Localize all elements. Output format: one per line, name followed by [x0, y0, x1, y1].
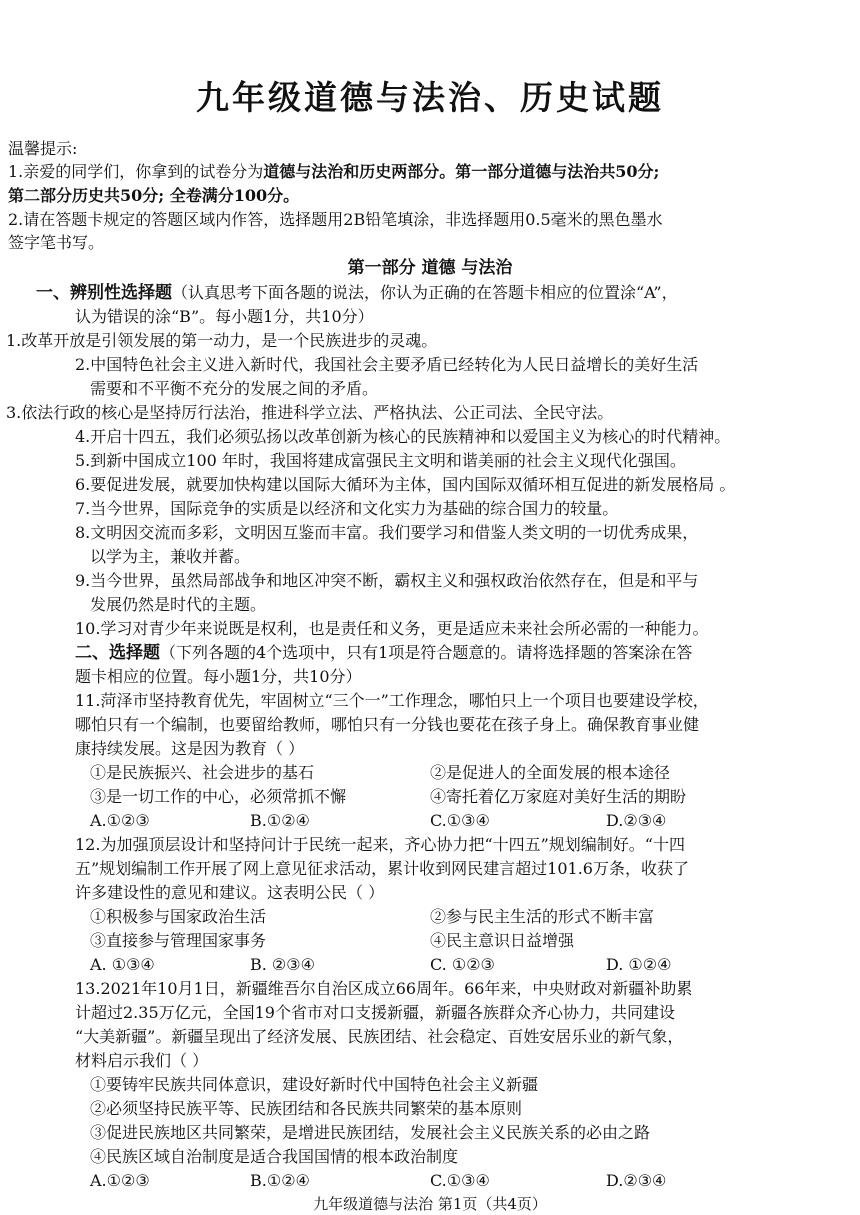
q13-option-d: D.②③④	[606, 1171, 667, 1190]
q13-option-c: C.①③④	[430, 1171, 490, 1190]
q11-statement-2: ②是促进人的全面发展的根本途径	[430, 763, 671, 782]
page-footer: 九年级道德与法治 第1页（共4页）	[313, 1195, 547, 1213]
section1-heading: 一、辨别性选择题（认真思考下面各题的说法，你认为正确的在答题卡相应的位置涂“A”，	[36, 283, 678, 303]
question-11: 11.菏泽市坚持教育优先，牢固树立“三个一”工作理念，哪怕只上一个项目也要建设学校，	[75, 691, 709, 710]
notice-line-2: 第二部分历史共50分; 全卷满分100分。	[8, 186, 300, 205]
question-13-cont-3: 材料启示我们（ ）	[75, 1051, 209, 1070]
question-12-cont-1: 五”规划编制工作开展了网上意见征求活动，累计收到网民建言超过101.6万条，收获了	[75, 859, 689, 878]
question-3: 3.依法行政的核心是坚持厉行法治，推进科学立法、严格执法、公正司法、全民守法。	[6, 403, 614, 422]
question-12-cont-2: 许多建设性的意见和建议。这表明公民（ ）	[75, 883, 385, 902]
question-8-cont: 以学为主，兼收并蓄。	[90, 547, 251, 566]
question-2: 2.中国特色社会主义进入新时代，我国社会主要矛盾已经转化为人民日益增长的美好生活	[75, 355, 699, 374]
question-10: 10.学习对青少年来说既是权利，也是责任和义务，更是适应未来社会所必需的一种能力。	[75, 619, 709, 638]
question-7: 7.当今世界，国际竞争的实质是以经济和文化实力为基础的综合国力的较量。	[75, 499, 619, 518]
question-13-cont-2: “大美新疆”。新疆呈现出了经济发展、民族团结、社会稳定、百姓安居乐业的新气象，	[75, 1027, 684, 1046]
q12-option-d: D. ①②④	[606, 955, 672, 974]
question-13-cont-1: 计超过2.35万亿元，全国19个省市对口支援新疆，新疆各族群众齐心协力，共同建设	[75, 1003, 675, 1022]
q12-statement-2: ②参与民主生活的形式不断丰富	[430, 907, 655, 926]
q13-statement-1: ①要铸牢民族共同体意识，建设好新时代中国特色社会主义新疆	[90, 1075, 539, 1094]
question-9: 9.当今世界，虽然局部战争和地区冲突不断，霸权主义和强权政治依然存在，但是和平与	[75, 571, 699, 590]
q13-statement-4: ④民族区域自治制度是适合我国国情的根本政治制度	[90, 1147, 459, 1166]
q13-option-a: A.①②③	[90, 1171, 150, 1190]
question-2-cont: 需要和不平衡不充分的发展之间的矛盾。	[90, 379, 379, 398]
question-8: 8.文明因交流而多彩，文明因互鉴而丰富。我们要学习和借鉴人类文明的一切优秀成果，	[75, 523, 699, 542]
q11-statement-4: ④寄托着亿万家庭对美好生活的期盼	[430, 787, 687, 806]
q12-statement-4: ④民主意识日益增强	[430, 931, 575, 950]
page-title: 九年级道德与法治、历史试题	[196, 78, 664, 117]
q12-option-c: C. ①②③	[430, 955, 495, 974]
notice-heading: 温馨提示:	[8, 139, 78, 158]
q11-statement-1: ①是民族振兴、社会进步的基石	[90, 763, 315, 782]
question-1: 1.改革开放是引领发展的第一动力，是一个民族进步的灵魂。	[6, 331, 438, 350]
part1-title: 第一部分 道德 与法治	[347, 258, 513, 278]
q11-option-b: B.①②④	[250, 811, 310, 830]
notice-line-3: 2.请在答题卡规定的答题区域内作答，选择题用2B铅笔填涂，非选择题用0.5毫米的黑色墨水	[8, 210, 663, 229]
question-4: 4.开启十四五，我们必须弘扬以改革创新为核心的民族精神和以爱国主义为核心的时代精神。	[75, 427, 731, 446]
section1-heading-cont: 认为错误的涂“B”。每小题1分，共10分）	[75, 307, 374, 326]
question-13: 13.2021年10月1日，新疆维吾尔自治区成立66周年。66年来，中央财政对新疆补助累	[75, 979, 693, 998]
question-11-cont-1: 哪怕只有一个编制，也要留给教师，哪怕只有一分钱也要花在孩子身上。确保教育事业健	[75, 715, 700, 734]
q11-option-a: A.①②③	[90, 811, 150, 830]
q12-option-b: B. ②③④	[250, 955, 315, 974]
q12-option-a: A. ①③④	[90, 955, 155, 974]
q12-statement-1: ①积极参与国家政治生活	[90, 907, 267, 926]
q11-option-c: C.①③④	[430, 811, 490, 830]
section2-heading: 二、选择题（下列各题的4个选项中，只有1项是符合题意的。请将选择题的答案涂在答	[75, 643, 693, 663]
q13-option-b: B.①②④	[250, 1171, 310, 1190]
question-9-cont: 发展仍然是时代的主题。	[90, 595, 267, 614]
question-11-cont-2: 康持续发展。这是因为教育（ ）	[75, 739, 305, 758]
question-6: 6.要促进发展，就要加快构建以国际大循环为主体，国内国际双循环相互促进的新发展格局 。	[75, 475, 736, 494]
q11-statement-3: ③是一切工作的中心，必须常抓不懈	[90, 787, 347, 806]
notice-line-1: 1.亲爱的同学们，你拿到的试卷分为道德与法治和历史两部分。第一部分道德与法治共50分;	[8, 162, 660, 181]
q13-statement-3: ③促进民族地区共同繁荣，是增进民族团结，发展社会主义民族关系的必由之路	[90, 1123, 651, 1142]
q12-statement-3: ③直接参与管理国家事务	[90, 931, 267, 950]
q11-option-d: D.②③④	[606, 811, 667, 830]
question-5: 5.到新中国成立100 年时，我国将建成富强民主文明和谐美丽的社会主义现代化强国。	[75, 451, 686, 470]
question-12: 12.为加强顶层设计和坚持问计于民统一起来，齐心协力把“十四五”规划编制好。“十四	[75, 835, 685, 854]
q13-statement-2: ②必须坚持民族平等、民族团结和各民族共同繁荣的基本原则	[90, 1099, 523, 1118]
section2-heading-cont: 题卡相应的位置。每小题1分，共10分）	[75, 667, 362, 686]
notice-line-4: 签字笔书写。	[8, 233, 105, 252]
